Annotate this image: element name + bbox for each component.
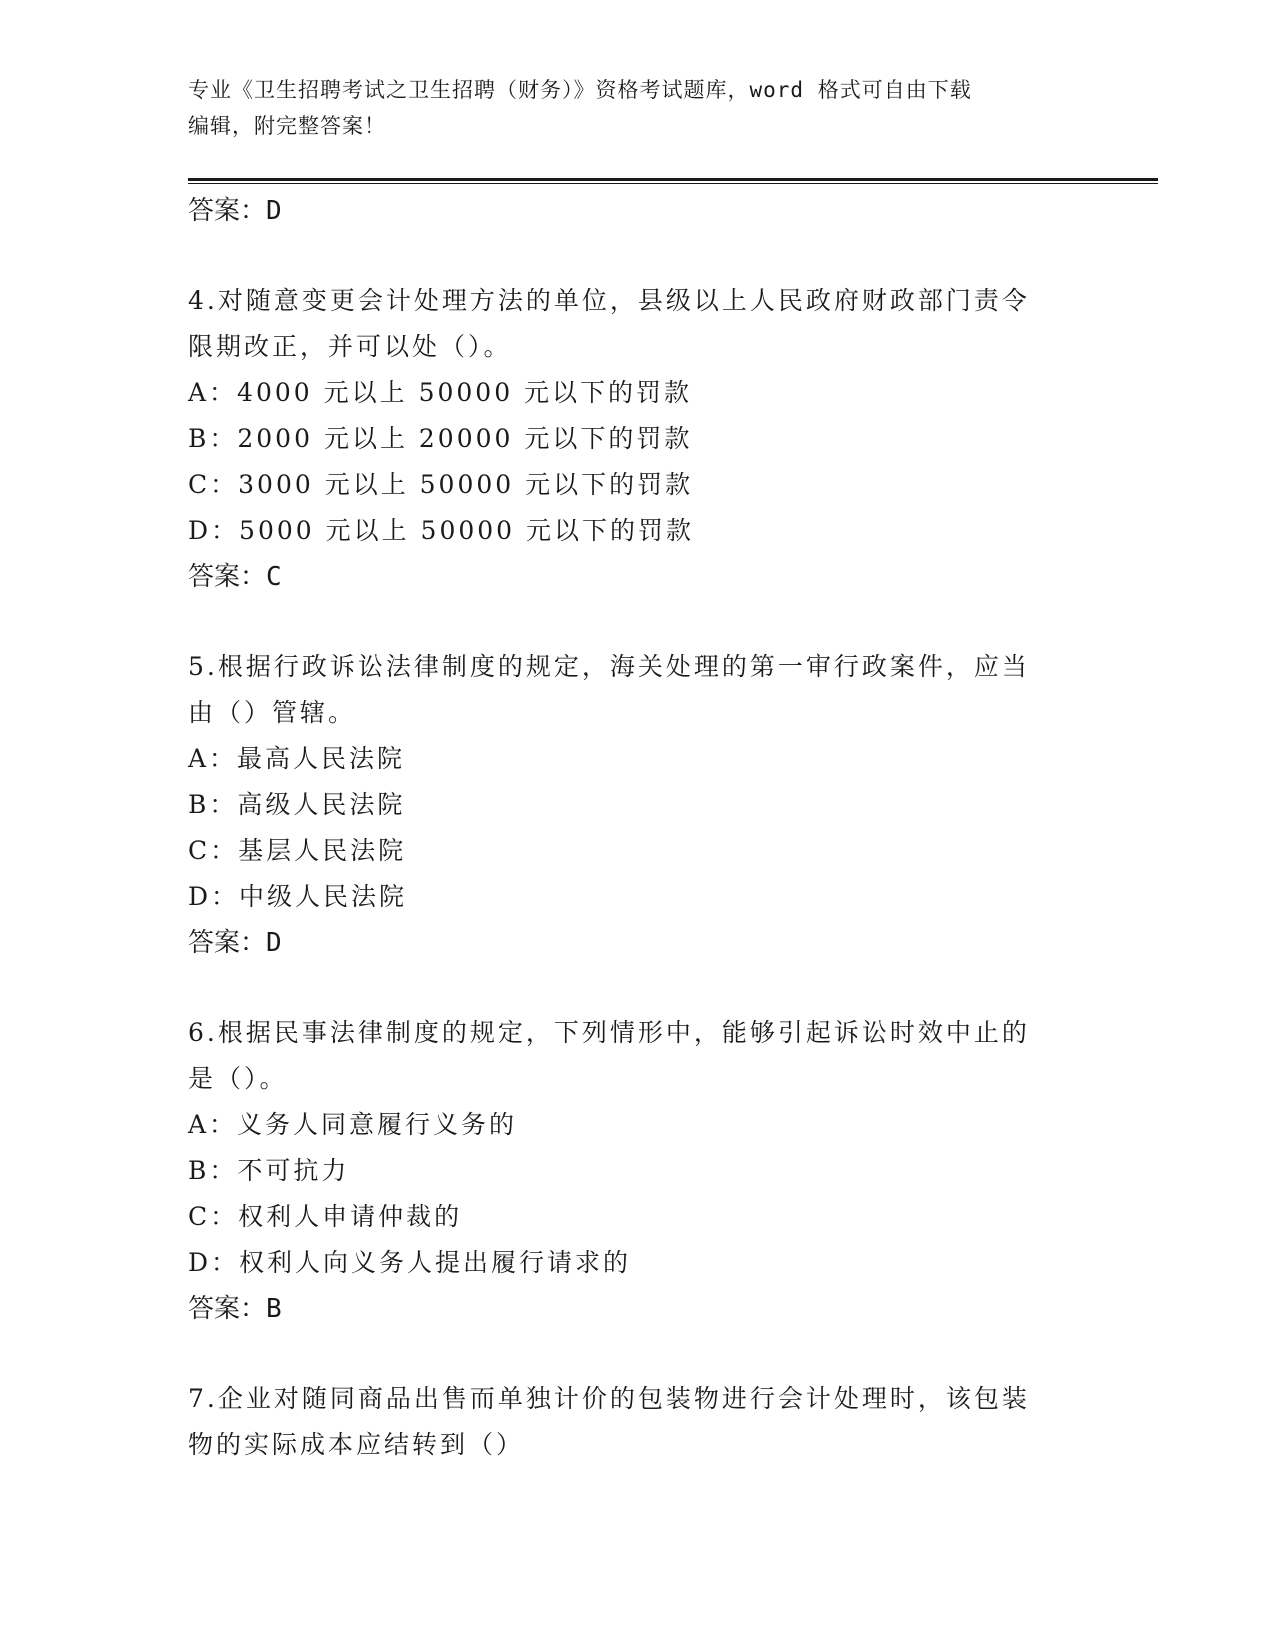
- option-b: B：2000 元以上 20000 元以下的罚款: [188, 424, 693, 453]
- spacer: [188, 966, 1088, 1010]
- option-d: D：权利人向义务人提出履行请求的: [188, 1248, 632, 1277]
- header-line-1: 专业《卫生招聘考试之卫生招聘（财务）》资格考试题库，word 格式可自由下载: [188, 78, 972, 102]
- question-text-line-2: 限期改正，并可以处（）。: [188, 332, 512, 361]
- question-4: [188, 278, 1088, 600]
- question-text-line-1: 7.企业对随同商品出售而单独计价的包装物进行会计处理时，该包装: [188, 1384, 1030, 1413]
- option-a: A：最高人民法院: [188, 744, 406, 773]
- option-c: C：基层人民法院: [188, 836, 407, 865]
- option-b: B：不可抗力: [188, 1156, 350, 1185]
- question-text-line-2: 由（）管辖。: [188, 698, 357, 727]
- question-6: [188, 1010, 1088, 1332]
- answer: 答案：B: [188, 1294, 282, 1324]
- option-a: A：4000 元以上 50000 元以下的罚款: [188, 378, 693, 407]
- question-text: [188, 1376, 1088, 1468]
- question-7: [188, 1376, 1088, 1468]
- question-text-line-1: 6.根据民事法律制度的规定，下列情形中，能够引起诉讼时效中止的: [188, 1018, 1030, 1047]
- answer: 答案：C: [188, 562, 282, 592]
- question-text: [188, 644, 1088, 736]
- option-c: C：3000 元以上 50000 元以下的罚款: [188, 470, 694, 499]
- question-list: [188, 188, 1088, 1468]
- spacer: [188, 1332, 1088, 1376]
- header-divider-thin: [188, 183, 1158, 184]
- spacer: [188, 234, 1088, 278]
- option-d: D：5000 元以上 50000 元以下的罚款: [188, 516, 695, 545]
- page-header: [188, 72, 1088, 144]
- option-a: A：义务人同意履行义务的: [188, 1110, 518, 1139]
- option-d: D：中级人民法院: [188, 882, 408, 911]
- question-text-line-2: 物的实际成本应结转到（）: [188, 1430, 525, 1459]
- question-text-line-1: 4.对随意变更会计处理方法的单位，县级以上人民政府财政部门责令: [188, 286, 1030, 315]
- question-text: [188, 1010, 1088, 1102]
- answer: 答案：D: [188, 928, 282, 958]
- question-text: [188, 278, 1088, 370]
- option-b: B：高级人民法院: [188, 790, 406, 819]
- option-c: C：权利人申请仲裁的: [188, 1202, 463, 1231]
- question-text-line-1: 5.根据行政诉讼法律制度的规定，海关处理的第一审行政案件，应当: [188, 652, 1030, 681]
- previous-answer: 答案：D: [188, 196, 282, 226]
- question-5: [188, 644, 1088, 966]
- spacer: [188, 600, 1088, 644]
- question-text-line-2: 是（）。: [188, 1064, 288, 1093]
- header-line-2: 编辑，附完整答案！: [188, 114, 386, 138]
- header-divider-thick: [188, 178, 1158, 181]
